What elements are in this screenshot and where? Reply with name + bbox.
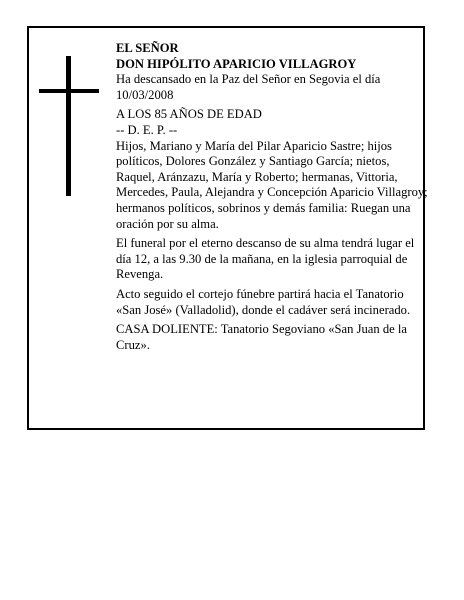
cross-horizontal-bar — [39, 89, 99, 93]
cortege-paragraph: Acto seguido el cortejo fúnebre partirá hacia el Tanatorio «San José» (Valladolid), donde el cadáver será incinerado. — [116, 286, 411, 317]
age-line: A LOS 85 AÑOS DE EDAD — [116, 107, 262, 122]
cross-vertical-bar — [66, 56, 71, 196]
notice-text — [116, 41, 428, 357]
rip-line: -- D. E. P. -- — [116, 122, 178, 137]
title-line-1: EL SEÑOR — [116, 41, 179, 55]
obituary-notice — [27, 26, 428, 430]
death-statement: Ha descansado en la Paz del Señor en Segovia el día 10/03/2008 — [116, 72, 381, 102]
family-paragraph: Hijos, Mariano y María del Pilar Aparicio Sastre; hijos políticos, Dolores González y Santiago García; nietos, Raquel, Aránzazu, María y Roberto; hermanas, Vittoria, Mercedes, Paula, Alejandra y Concepción Aparicio Villagroy; hermanos políticos, sobrinos y demás familia: Ruegan una oración por su alma. — [116, 138, 428, 231]
deceased-name: DON HIPÓLITO APARICIO VILLAGROY — [116, 56, 357, 71]
mourning-house: CASA DOLIENTE: Tanatorio Segoviano «San Juan de la Cruz». — [116, 322, 407, 352]
funeral-paragraph: El funeral por el eterno descanso de su alma tendrá lugar el día 12, a las 9.30 de la mañana, en la iglesia parroquial de Revenga. — [116, 236, 415, 282]
cross-icon — [39, 56, 99, 196]
